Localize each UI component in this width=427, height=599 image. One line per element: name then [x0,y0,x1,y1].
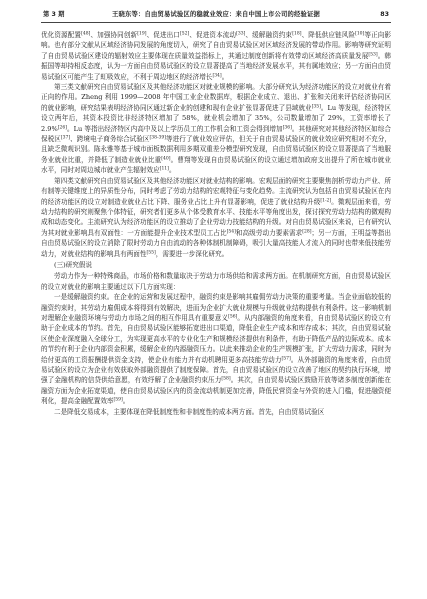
body-paragraph: 二是降低交易成本，主要体现在降低制度性和非制度性的成本两方面。首先，自由贸易试验区 [54,407,325,416]
body-paragraph: 一是缓解融资约束。在企业的运营和发展过程中，融资约束是影响其雇佣劳动力决策的重要考量。当企业面临较低的融资约束时，其劳动力雇佣成本将得到有效解决，进而为企业扩大就业规模与升级就业结构提供有利条件。这一影响机制对理解企业融资环境与劳动力市场之间的相互作用具有重要意义[56]。从内部融资的角度来看，自由贸易试验区的设立有助于企业成本的节约。首先，自由贸易试验区能够拓宽进出口渠道，降低企业生产成本和库存成本；其次，自由贸易试验区使企业深度融入全球分工，为实现更高水平的专业化生产和规模经济提供有利条件，有助于降低产品的边际成本。成本的节约有利于企业内部资金积累，缓解企业的内源融资压力。以此来推动企业的生产规模扩张，扩大劳动力需求，同时为给付更高的工资报酬提供资金支持，使企业有能力并有动机聘用更多高技能劳动力[57]。从外部融资的角度来看，自由贸易试验区的设立为企业有效获取外部融资提供了制度保障。首先，自由贸易试验区的设立改善了地区的契约执行环境，增强了金融机构的信贷供给意愿，有效纾解了企业融资约束压力[58]。其次，自由贸易试验区鼓励开放等诸多制度创新能在融资方面为企业拓宽渠道，使自由贸易试验区内的资金流动机制更加完善，降低民营资金与外资的进入门槛，促进融资便利化，提高金融配置效率[59]。 [41,293,392,406]
running-header [41,8,391,23]
citation-ref: [59] [113,397,123,403]
citation-ref: [58] [221,376,231,382]
citation-ref: [57] [281,356,291,362]
body-paragraph: 优化资源配置[48]、加强协同创新[19]、促进出口[52]、促进资本流动[33]、缓解融资约束[18]、降低供应链风险[10]等正向影响。也有部分文献从区域经济协同发展的角度切入，研究了自由贸易试验区对区域经济发展的带动作用。影响等研究证明了自由贸易试验区建设的辐射效应主要体现在质量效益指标上，其通过制度创新将有效带动区域经济高质量发展[53]。韩振国等却持相反态度，认为一方面自由贸易试验区的设立显著提高了当地经济发展水平，其有属地效应；另一方面自由贸易试验区可能产生了虹吸效应，不利于周边地区的经济增长[34]。 [41,31,392,81]
running-title: 王晓东等：自由贸易试验区的稳就业效应：来自中国上市公司的经验证据 [112,11,320,18]
citation-ref: [52] [180,31,190,37]
citation-ref: [1-2] [320,198,332,203]
body-paragraph: 第三类文献研究自由贸易试验区及其他经济功能区对就业规模的影响。大部分研究认为经济功能区的设立对就业有着正向的作用。Zheng 利用 1999—2008 年中国工业企业数据库，根据企业成立、退出、扩张和关闭来评估经济协同区的就业影响，研究结果表明经济协同区通过新企业的创建和现有企业扩张显著促进了县域就业[35]。Lu 等发现，经济特区设立两年后，其资本投资比非经济特区增加了 58%，就业机会增加了 35%，公司数量增加了 29%，工资率增长了 2.9%[26]。Lu 等指出经济特区内高中及以上学历员工的工作机会和工资会得到增加[36]。其他研究对其他经济特区如综合保税区[37]、跨境电子商务综合试验区[38-39]等进行了就业效应评估，但关于自由贸易试验区的就业效应研究相对不充分，且缺乏微观识别。陈永雅等基于城市面板数据利用多期双重差分模型研究发现，自由贸易试验区的设立显著提高了当地服务业就业比重，并降低了制造业就业比重[40]。曹翔等发现自由贸易试验区的设立通过增加政府支出提升了所在城市就业水平，同时对周边城市就业产生辐射效应[11]。 [41,83,392,175]
section-heading: (三)研究假说 [54,260,93,269]
citation-ref: [55] [146,250,156,256]
page-number: 83 [380,11,389,18]
article-body [41,30,391,591]
issue-label: 第 3 期 [43,11,65,18]
citation-ref: [36] [282,125,292,131]
citation-ref: [38-39] [149,135,167,141]
citation-ref: [19] [137,31,147,37]
citation-ref: [35] [311,104,321,110]
citation-ref: [28] [302,229,312,235]
body-paragraph: 劳动力作为一种特殊商品，市场价格和数量取决于劳动力市场供给和需求两方面。在机制研究方面，自由贸易试验区的设立对就业的影响主要通过以下几方面实现： [41,272,391,291]
citation-ref: [48] [81,31,91,37]
citation-ref: [26] [57,125,68,131]
citation-ref: [34] [212,73,222,79]
citation-ref: [54] [226,229,236,235]
body-paragraph: 第四类文献研究自由贸易试验区及其他经济功能区对就业结构的影响。宏观层面的研究主要聚焦剖析劳动力产业、所有制等关键维度上的异质性分布，同时考虑了劳动力结构的宏观特征与变化趋势。主流研究认为包括自由贸易试验区在内的经济功能区的设立对制造业就业占比下降、服务业占比上升有显著影响，促进了就业结构升级[1-2]。微观层面来看，劳动力结构的研究则聚焦个体特征，研究者们更多从个体受教育水平、技能水平等角度出发，探讨探究劳动力结构的微观构成和动态变化。主流研究认为经济功能区的设立推动了企业劳动力技能结构的升级。对自由贸易试验区来说，已有研究认为其对就业影响具有双面性：一方面能提升企业技术型员工占比[54]和高级劳动力要素需求[28]；另一方面，王明益等指出自由贸易试验区的设立消除了限时劳动力自由流动的各种体制机制障碍，吸引大量高技能人才流入的同时也带来低技能劳动力，对就业结构的影响具有两面性[55]，需要进一步深化研究。 [41,176,392,258]
citation-ref: [40] [161,156,171,162]
citation-ref: [10] [355,31,365,37]
citation-ref: [11] [159,166,169,172]
citation-ref: [18] [292,31,302,37]
citation-ref: [37] [60,135,71,141]
citation-ref: [33] [236,31,246,37]
citation-ref: [53] [368,52,378,58]
citation-ref: [56] [228,314,238,320]
